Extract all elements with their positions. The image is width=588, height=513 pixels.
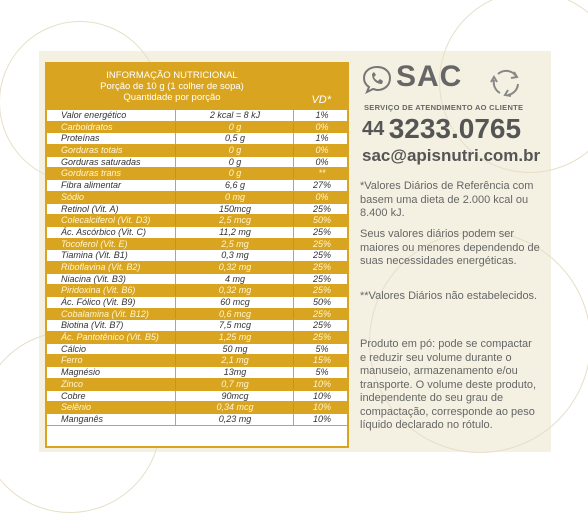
sac-email: sac@apisnutri.com.br bbox=[362, 146, 541, 165]
nutrient-name: Sódio bbox=[61, 191, 85, 202]
nutrient-name: Ferro bbox=[61, 355, 83, 366]
nutrition-rows bbox=[47, 110, 347, 426]
column-divider bbox=[175, 250, 176, 261]
nutrient-vd: 0% bbox=[315, 156, 329, 167]
nutrient-amount: 6,6 g bbox=[224, 180, 246, 191]
column-divider bbox=[293, 227, 294, 238]
nutrient-vd: 10% bbox=[312, 378, 331, 389]
nutrient-amount: 0 g bbox=[228, 156, 242, 167]
nutrient-amount: 0,34 mcg bbox=[216, 402, 254, 413]
note-not-established: **Valores Diários não estabelecidos. bbox=[360, 290, 538, 302]
column-divider bbox=[293, 391, 294, 402]
nutrient-vd: 1% bbox=[315, 133, 329, 144]
nutrient-name: Piridoxina (Vit. B6) bbox=[61, 285, 136, 296]
nutrient-name: Gorduras trans bbox=[61, 168, 122, 179]
nutrient-name: Gorduras saturadas bbox=[61, 156, 141, 167]
table-row bbox=[47, 320, 347, 332]
nutrient-name: Carboidratos bbox=[61, 121, 113, 132]
nutrient-amount: 2 kcal = 8 kJ bbox=[209, 110, 261, 120]
nutrient-name: Colecalciferol (Vit. D3) bbox=[61, 215, 151, 226]
column-divider bbox=[293, 110, 294, 121]
nutrient-vd: 27% bbox=[312, 180, 331, 191]
nutrient-name: Tocoferol (Vit. E) bbox=[61, 238, 128, 249]
column-divider bbox=[293, 297, 294, 308]
table-row bbox=[47, 297, 347, 309]
column-divider bbox=[175, 355, 176, 366]
column-divider bbox=[175, 274, 176, 285]
column-divider bbox=[293, 332, 294, 343]
phone-chat-icon bbox=[362, 64, 392, 94]
nutrient-vd: 0% bbox=[315, 191, 329, 202]
table-row bbox=[47, 239, 347, 251]
nutrient-amount: 11,2 mg bbox=[219, 226, 251, 237]
column-divider bbox=[293, 285, 294, 296]
nutrient-name: Tiamina (Vit. B1) bbox=[61, 250, 128, 261]
table-row bbox=[47, 379, 347, 391]
column-divider bbox=[293, 344, 294, 355]
nutrient-vd: 25% bbox=[312, 320, 331, 331]
nutrient-name: Gorduras totais bbox=[61, 145, 123, 156]
column-divider bbox=[293, 145, 294, 156]
nutrient-amount: 0,23 mg bbox=[218, 413, 252, 424]
header-portion: Porção de 10 g (1 colher de sopa) bbox=[100, 81, 244, 92]
nutrient-vd: 25% bbox=[312, 332, 331, 343]
table-row bbox=[47, 250, 347, 262]
column-divider bbox=[175, 414, 176, 425]
column-divider bbox=[175, 180, 176, 191]
column-divider bbox=[293, 402, 294, 413]
table-row bbox=[47, 157, 347, 169]
sac-subtitle: SERVIÇO DE ATENDIMENTO AO CLIENTE bbox=[364, 103, 524, 112]
nutrient-name: Biotina (Vit. B7) bbox=[61, 320, 124, 331]
nutrient-name: Fibra alimentar bbox=[61, 180, 122, 191]
note-vd: *Valores Diários de Referência com basem uma dieta de 2.000 kcal ou 8.400 kJ. bbox=[360, 180, 534, 219]
nutrient-name: Cálcio bbox=[61, 343, 87, 354]
nutrient-vd: 25% bbox=[312, 203, 331, 214]
table-row bbox=[47, 367, 347, 379]
nutrient-vd: 25% bbox=[312, 285, 331, 296]
column-divider bbox=[175, 227, 176, 238]
column-divider bbox=[293, 250, 294, 261]
nutrient-name: Magnésio bbox=[61, 367, 101, 378]
column-divider bbox=[175, 122, 176, 133]
column-divider bbox=[175, 262, 176, 273]
table-row bbox=[47, 355, 347, 367]
nutrient-vd: 50% bbox=[312, 297, 331, 307]
nutrient-name: Manganês bbox=[61, 413, 104, 424]
nutrient-amount: 0,3 mg bbox=[221, 250, 249, 261]
nutrition-table bbox=[45, 62, 349, 448]
table-row bbox=[47, 133, 347, 145]
nutrient-vd: 0% bbox=[315, 121, 329, 132]
nutrient-amount: 13mg bbox=[223, 367, 247, 378]
table-row bbox=[47, 110, 347, 122]
table-row bbox=[47, 180, 347, 192]
column-divider bbox=[293, 367, 294, 378]
column-divider bbox=[175, 239, 176, 250]
table-row bbox=[47, 344, 347, 356]
table-row bbox=[47, 168, 347, 180]
column-divider bbox=[293, 215, 294, 226]
column-divider bbox=[175, 215, 176, 226]
column-divider bbox=[175, 285, 176, 296]
nutrient-name: Zinco bbox=[61, 378, 84, 389]
nutrient-amount: 0,32 mg bbox=[218, 261, 252, 272]
column-divider bbox=[293, 204, 294, 215]
note-powder: Produto em pó: pode se compactar e reduzir seu volume durante o manuseio, armazenamento e/ou transporte. O volume deste produto, independente do seu grau de compactação, corresponde ao peso líquido declarado no rótulo. bbox=[360, 338, 537, 431]
table-row bbox=[47, 122, 347, 134]
column-divider bbox=[175, 344, 176, 355]
nutrient-amount: 2,1 mg bbox=[221, 355, 249, 366]
column-divider bbox=[293, 122, 294, 133]
nutrient-amount: 7,5 mcg bbox=[218, 320, 251, 331]
nutrient-name: Proteínas bbox=[61, 133, 100, 144]
column-divider bbox=[293, 320, 294, 331]
column-divider bbox=[293, 192, 294, 203]
column-divider bbox=[175, 157, 176, 168]
nutrient-name: Ác. Pantotênico (Vit. B5) bbox=[61, 332, 159, 343]
nutrient-vd: 5% bbox=[315, 343, 329, 354]
nutrient-vd: 25% bbox=[312, 226, 331, 237]
column-divider bbox=[293, 133, 294, 144]
column-divider bbox=[175, 297, 176, 308]
column-divider bbox=[293, 414, 294, 425]
nutrient-name: Cobalamina (Vit. B12) bbox=[61, 308, 149, 319]
nutrient-vd: 25% bbox=[312, 238, 331, 249]
nutrient-amount: 4 mg bbox=[224, 273, 245, 284]
nutrient-vd: 1% bbox=[315, 110, 329, 120]
column-divider bbox=[175, 145, 176, 156]
nutrient-name: Riboflavina (Vit. B2) bbox=[61, 261, 141, 272]
table-row bbox=[47, 145, 347, 157]
column-divider bbox=[175, 168, 176, 179]
nutrient-vd: 10% bbox=[312, 413, 331, 424]
nutrient-amount: 0,5 g bbox=[224, 133, 246, 144]
nutrient-vd: 0% bbox=[315, 145, 329, 156]
table-row bbox=[47, 274, 347, 286]
table-row bbox=[47, 414, 347, 426]
column-divider bbox=[175, 391, 176, 402]
nutrient-amount: 150mcg bbox=[218, 203, 252, 214]
nutrient-name: Valor energético bbox=[61, 110, 127, 120]
header-title: INFORMAÇÃO NUTRICIONAL bbox=[106, 70, 238, 81]
header-vd: VD* bbox=[311, 94, 331, 106]
column-divider bbox=[175, 204, 176, 215]
nutrient-vd: 25% bbox=[312, 308, 331, 319]
nutrient-amount: 0,7 mg bbox=[221, 378, 249, 389]
column-divider bbox=[293, 157, 294, 168]
sac-title: SAC bbox=[396, 60, 463, 93]
nutrient-amount: 0,32 mg bbox=[218, 285, 252, 296]
sac-area-code: 44 bbox=[362, 118, 385, 140]
nutrient-amount: 0 g bbox=[228, 121, 242, 132]
sac-phone-number: 3233.0765 bbox=[388, 113, 522, 144]
column-divider bbox=[175, 332, 176, 343]
nutrient-amount: 60 mcg bbox=[220, 297, 250, 307]
nutrient-vd: 50% bbox=[312, 215, 331, 226]
recycle-icon bbox=[488, 68, 524, 98]
table-row bbox=[47, 332, 347, 344]
table-row bbox=[47, 192, 347, 204]
header-quantity: Quantidade por porção bbox=[123, 92, 221, 103]
nutrition-table-header bbox=[47, 64, 347, 110]
nutrient-amount: 0 g bbox=[228, 168, 242, 179]
column-divider bbox=[175, 110, 176, 121]
column-divider bbox=[293, 239, 294, 250]
column-divider bbox=[293, 168, 294, 179]
nutrient-name: Ác. Fólico (Vit. B9) bbox=[61, 297, 136, 307]
nutrient-vd: 5% bbox=[315, 367, 329, 378]
table-row bbox=[47, 309, 347, 321]
nutrient-vd: 15% bbox=[312, 355, 331, 366]
table-row bbox=[47, 285, 347, 297]
column-divider bbox=[175, 192, 176, 203]
nutrient-amount: 0,6 mcg bbox=[218, 308, 251, 319]
nutrient-name: Cobre bbox=[61, 390, 86, 401]
nutrient-name: Retinol (Vit. A) bbox=[61, 203, 119, 214]
nutrient-amount: 0 g bbox=[228, 145, 242, 156]
table-row bbox=[47, 204, 347, 216]
column-divider bbox=[175, 367, 176, 378]
nutrient-vd: 10% bbox=[312, 402, 331, 413]
sac-phone bbox=[362, 115, 521, 143]
nutrient-name: Selênio bbox=[61, 402, 92, 413]
table-row bbox=[47, 391, 347, 403]
table-row bbox=[47, 215, 347, 227]
nutrient-name: Ác. Ascórbico (Vit. C) bbox=[61, 226, 147, 237]
nutrient-vd: ** bbox=[318, 168, 326, 179]
nutrient-amount: 2,5 mcg bbox=[218, 215, 251, 226]
table-row bbox=[47, 402, 347, 414]
column-divider bbox=[293, 274, 294, 285]
column-divider bbox=[175, 309, 176, 320]
table-row bbox=[47, 262, 347, 274]
column-divider bbox=[293, 180, 294, 191]
column-divider bbox=[175, 379, 176, 390]
nutrient-amount: 1,25 mg bbox=[218, 332, 252, 343]
column-divider bbox=[175, 320, 176, 331]
column-divider bbox=[293, 355, 294, 366]
table-row bbox=[47, 227, 347, 239]
nutrient-vd: 25% bbox=[312, 273, 331, 284]
nutrient-amount: 90mcg bbox=[221, 390, 249, 401]
nutrient-amount: 50 mg bbox=[222, 343, 248, 354]
nutrient-amount: 2,5 mg bbox=[221, 238, 249, 249]
column-divider bbox=[175, 402, 176, 413]
note-variation: Seus valores diários podem ser maiores ou menores dependendo de suas necessidades energéticas. bbox=[360, 228, 540, 267]
nutrient-name: Niacina (Vit. B3) bbox=[61, 273, 126, 284]
nutrient-amount: 0 mg bbox=[224, 191, 245, 202]
column-divider bbox=[175, 133, 176, 144]
column-divider bbox=[293, 309, 294, 320]
column-divider bbox=[293, 379, 294, 390]
nutrient-vd: 25% bbox=[312, 261, 331, 272]
column-divider bbox=[293, 262, 294, 273]
nutrient-vd: 10% bbox=[312, 390, 331, 401]
nutrient-vd: 25% bbox=[312, 250, 331, 261]
